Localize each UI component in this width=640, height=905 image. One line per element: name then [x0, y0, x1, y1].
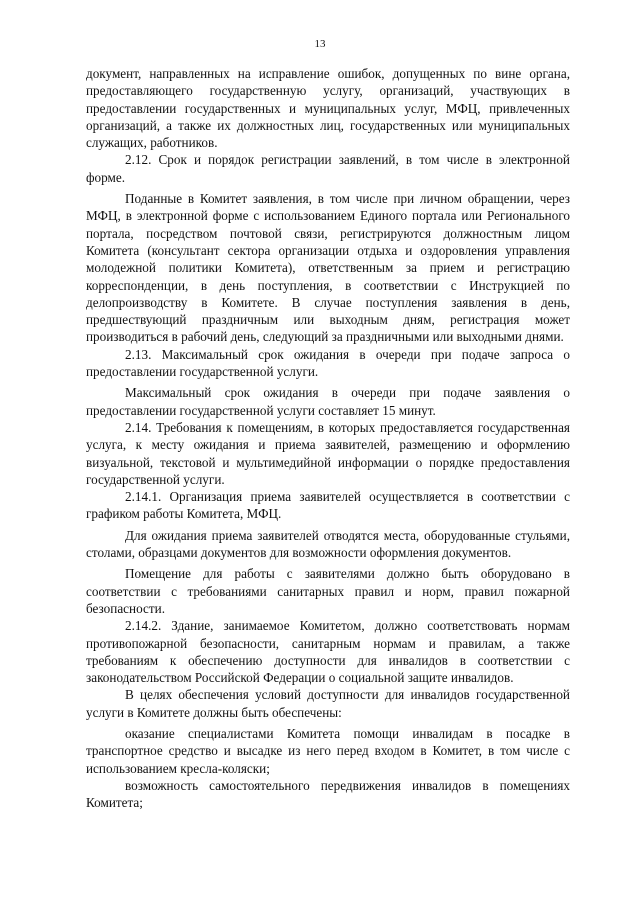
paragraph-registration: Поданные в Комитет заявления, в том числе при личном обращении, через МФЦ, в электронной форме с использованием Единого портала или Регионального портала, посредством почтовой связи, регистрируются должностным лицом Комитета (консультант сектора организации отдыха и оздоровления управления молодежной политики Комитета), ответственным за прием и регистрацию корреспонденции, в день поступления, в соответствии с Инструкцией по делопроизводству в Комитете. В случае поступления заявления в день, предшествующий праздничным или выходным дням, регистрация может производиться в рабочий день, следующий за праздничными или выходными днями. — [86, 191, 570, 345]
paragraph-waiting-places: Для ожидания приема заявителей отводятся места, оборудованные стульями, столами, образцами документов для возможности оформления документов. — [86, 527, 570, 561]
paragraph-section-2-14-1: 2.14.1. Организация приема заявителей осуществляется в соответствии с графиком работы Комитета, МФЦ. — [86, 489, 570, 522]
paragraph-workroom: Помещение для работы с заявителями должно быть оборудовано в соответствии с требованиями санитарных правил и норм, правил пожарной безопасности. — [86, 566, 570, 616]
paragraph-waiting-time: Максимальный срок ожидания в очереди при подаче заявления о предоставлении государственной услуги составляет 15 минут. — [86, 385, 570, 418]
paragraph-section-2-14-2: 2.14.2. Здание, занимаемое Комитетом, должно соответствовать нормам противопожарной безопасности, санитарным нормам и правилам, а также требованиям к обеспечению доступности для инвалидов в соответствии с законодательством Российской Федерации о социальной защите инвалидов. — [86, 618, 570, 686]
page-number: 13 — [314, 38, 326, 50]
paragraph-movement: возможность самостоятельного передвижения инвалидов в помещениях Комитета; — [86, 777, 570, 811]
paragraph-section-2-13: 2.13. Максимальный срок ожидания в очереди при подаче запроса о предоставлении государственной услуги. — [86, 346, 570, 380]
paragraph-section-2-14: 2.14. Требования к помещениям, в которых предоставляется государственная услуга, к месту ожидания и приема заявителей, размещению и оформлению визуальной, текстовой и мультимедийной информации о порядке предоставления государственной услуги. — [86, 419, 570, 487]
document-body — [86, 65, 570, 811]
paragraph-continuation: документ, направленных на исправление ошибок, допущенных по вине органа, предоставляющего государственную услугу, организаций, участвующих в предоставлении государственных и муниципальных услуг, МФЦ, привлеченных организаций, а также их должностных лиц, государственных или муниципальных служащих, работников. — [86, 66, 570, 151]
paragraph-section-2-12: 2.12. Срок и порядок регистрации заявлений, в том числе в электронной форме. — [86, 152, 570, 185]
paragraph-accessibility-intro: В целях обеспечения условий доступности для инвалидов государственной услуги в Комитете должны быть обеспечены: — [86, 687, 570, 720]
paragraph-assistance: оказание специалистами Комитета помощи инвалидам в посадке в транспортное средство и высадке из него перед входом в Комитет, в том числе с использованием кресла-коляски; — [86, 725, 570, 776]
